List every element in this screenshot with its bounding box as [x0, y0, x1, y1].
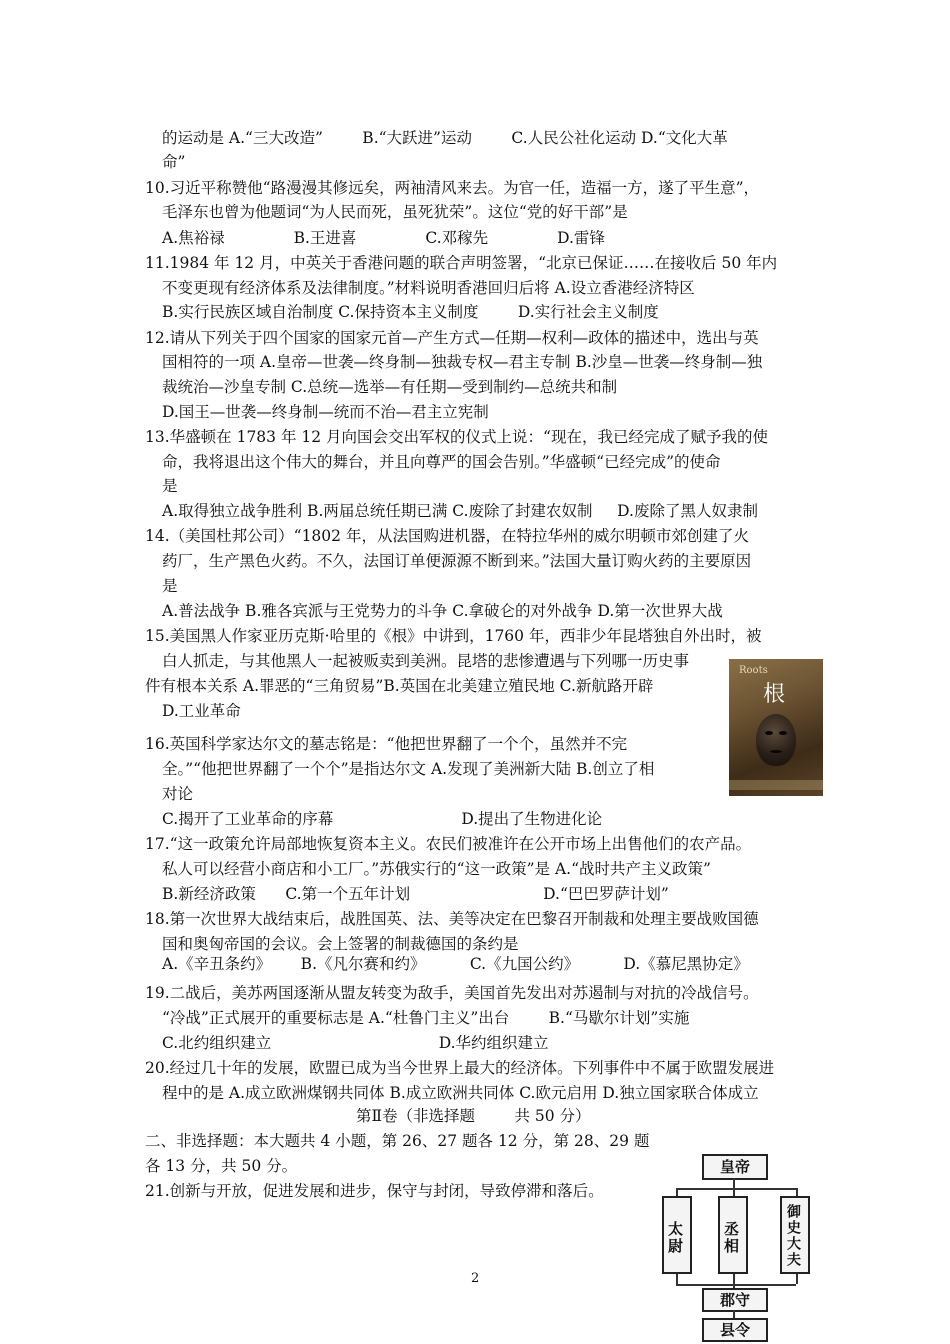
line-41: 各 13 分，共 50 分。: [145, 1157, 298, 1175]
line-28: 17.“这一政策允许局部地恢复资本主义。农民们被准许在公开市场上出售他们的农产品。: [145, 835, 752, 853]
mask-icon: [756, 714, 796, 766]
diagram-box-chancellor: 丞相: [718, 1196, 748, 1274]
diagram-connector: [676, 1188, 796, 1190]
line-31: 18.第一次世界大战结束后，战胜国英、法、美等决定在巴黎召开制裁和处理主要战败国德: [145, 910, 759, 928]
diagram-connector: [796, 1188, 798, 1196]
line-35: “冷战”正式展开的重要标志是 A.“杜鲁门主义”出台 B.“马歇尔计划”实施: [162, 1009, 690, 1027]
line-19: A.普法战争 B.雅各宾派与王党势力的斗争 C.拿破仑的对外战争 D.第一次世界大战: [162, 602, 723, 620]
diagram-connector: [796, 1274, 798, 1284]
line-33: A.《辛丑条约》 B.《凡尔赛和约》 C.《九国公约》 D.《慕尼黑协定》: [162, 955, 749, 973]
line-29: 私人可以经营小商店和小工厂。”苏俄实行的“这一政策”是 A.“战时共产主义政策”: [162, 860, 711, 878]
diagram-connector: [676, 1188, 678, 1196]
line-24: 16.英国科学家达尔文的墓志铭是：“他把世界翻了一个个，虽然并不完: [145, 735, 628, 753]
line-25: 全。”“他把世界翻了一个个”是指达尔文 A.发现了美洲新大陆 B.创立了相: [162, 760, 655, 778]
diagram-connector: [676, 1284, 796, 1286]
line-27: C.揭开了工业革命的序幕 D.提出了生物进化论: [162, 810, 603, 828]
line-37: 20.经过几十年的发展，欧盟已成为当今世界上最大的经济体。下列事件中不属于欧盟发展进: [145, 1059, 775, 1077]
line-12: 13.华盛顿在 1783 年 12 月向国会交出军权的仪式上说：“现在，我已经完成了赋予我的使: [145, 428, 768, 446]
line-8: 12.请从下列关于四个国家的国家元首—产生方式—任期—权利—政体的描述中，选出与英: [145, 329, 759, 347]
book-cover-footer: [729, 780, 823, 790]
section-title: 第Ⅱ卷（非选择题 共 50 分）: [356, 1107, 591, 1125]
diagram-box-magistrate: 县令: [702, 1318, 768, 1342]
line-21: 白人抓走，与其他黑人一起被贩卖到美洲。昆塔的悲惨遭遇与下列哪一历史事: [162, 652, 690, 670]
diagram-box-emperor: 皇帝: [702, 1154, 768, 1180]
line-16: 14.（美国杜邦公司）“1802 年，从法国购进机器，在特拉华州的威尔明顿市郊创建了火: [145, 527, 749, 545]
line-42: 21.创新与开放，促进发展和进步，保守与封闭，导致停滞和落后。: [145, 1182, 604, 1200]
line-40: 二、非选择题：本大题共 4 小题，第 26、27 题各 12 分，第 28、29 题: [145, 1132, 650, 1150]
book-cover-image: [729, 659, 823, 796]
line-14: 是: [162, 477, 178, 495]
government-diagram: [648, 1150, 828, 1344]
diagram-box-censor: 御史大夫: [780, 1196, 810, 1274]
diagram-connector: [733, 1178, 735, 1188]
line-0: 的运动是 A.“三大改造” B.“大跃进”运动 C.人民公社化运动 D.“文化大革: [162, 129, 728, 147]
line-26: 对论: [162, 785, 194, 803]
line-4: A.焦裕禄 B.王进喜 C.邓稼先 D.雷锋: [162, 229, 605, 247]
line-2: 10.习近平称赞他“路漫漫其修远矣，两袖清风来去。为官一任，造福一方，遂了平生意”，: [145, 179, 760, 197]
line-10: 裁统治—沙皇专制 C.总统—选举—有任期—受到制约—总统共和制: [162, 378, 618, 396]
book-cover-chinese-title: 根: [763, 682, 786, 707]
diagram-connector: [676, 1274, 678, 1284]
line-32: 国和奥匈帝国的会议。会上签署的制裁德国的条约是: [162, 935, 519, 953]
book-cover-latin-title: Roots: [739, 665, 768, 676]
line-3: 毛泽东也曾为他题词“为人民而死，虽死犹荣”。这位“党的好干部”是: [162, 203, 628, 221]
line-22: 件有根本关系 A.罪恶的“三角贸易”B.英国在北美建立殖民地 C.新航路开辟: [145, 677, 654, 695]
line-5: 11.1984 年 12 月，中英关于香港问题的联合声明签署，“北京已保证……在接收后 50 年内: [145, 254, 778, 272]
line-6: 不变更现有经济体系及法律制度。”材料说明香港回归后将 A.设立香港经济特区: [162, 279, 695, 297]
diagram-box-prefect: 郡守: [702, 1288, 768, 1312]
line-1: 命”: [162, 153, 186, 171]
page-number: 2: [471, 1271, 480, 1286]
diagram-connector: [733, 1310, 735, 1318]
line-20: 15.美国黑人作家亚历克斯·哈里的《根》中讲到，1760 年，西非少年昆塔独自外出时，被: [145, 627, 762, 645]
line-17: 药厂，生产黑色火药。不久，法国订单便源源不断到来。”法国大量订购火药的主要原因: [162, 552, 752, 570]
line-9: 国相符的一项 A.皇帝—世袭—终身制—独裁专权—君主专制 B.沙皇—世袭—终身制—独: [162, 353, 763, 371]
line-23: D.工业革命: [162, 702, 241, 720]
line-7: B.实行民族区域自治制度 C.保持资本主义制度 D.实行社会主义制度: [162, 303, 659, 321]
diagram-box-taiwei: 太尉: [662, 1196, 692, 1274]
diagram-connector: [733, 1188, 735, 1196]
line-30: B.新经济政策 C.第一个五年计划 D.“巴巴罗萨计划”: [162, 885, 669, 903]
line-34: 19.二战后，美苏两国逐渐从盟友转变为敌手，美国首先发出对苏遏制与对抗的冷战信号。: [145, 984, 759, 1002]
line-36: C.北约组织建立 D.华约组织建立: [162, 1034, 549, 1052]
line-18: 是: [162, 577, 178, 595]
line-15: A.取得独立战争胜利 B.两届总统任期已满 C.废除了封建农奴制 D.废除了黑人奴隶制: [162, 502, 758, 520]
line-11: D.国王—世袭—终身制—统而不治—君主立宪制: [162, 403, 489, 421]
line-38: 程中的是 A.成立欧洲煤钢共同体 B.成立欧洲共同体 C.欧元启用 D.独立国家联合体成立: [162, 1084, 759, 1102]
line-13: 命，我将退出这个伟大的舞台，并且向尊严的国会告别。”华盛顿“已经完成”的使命: [162, 453, 721, 471]
